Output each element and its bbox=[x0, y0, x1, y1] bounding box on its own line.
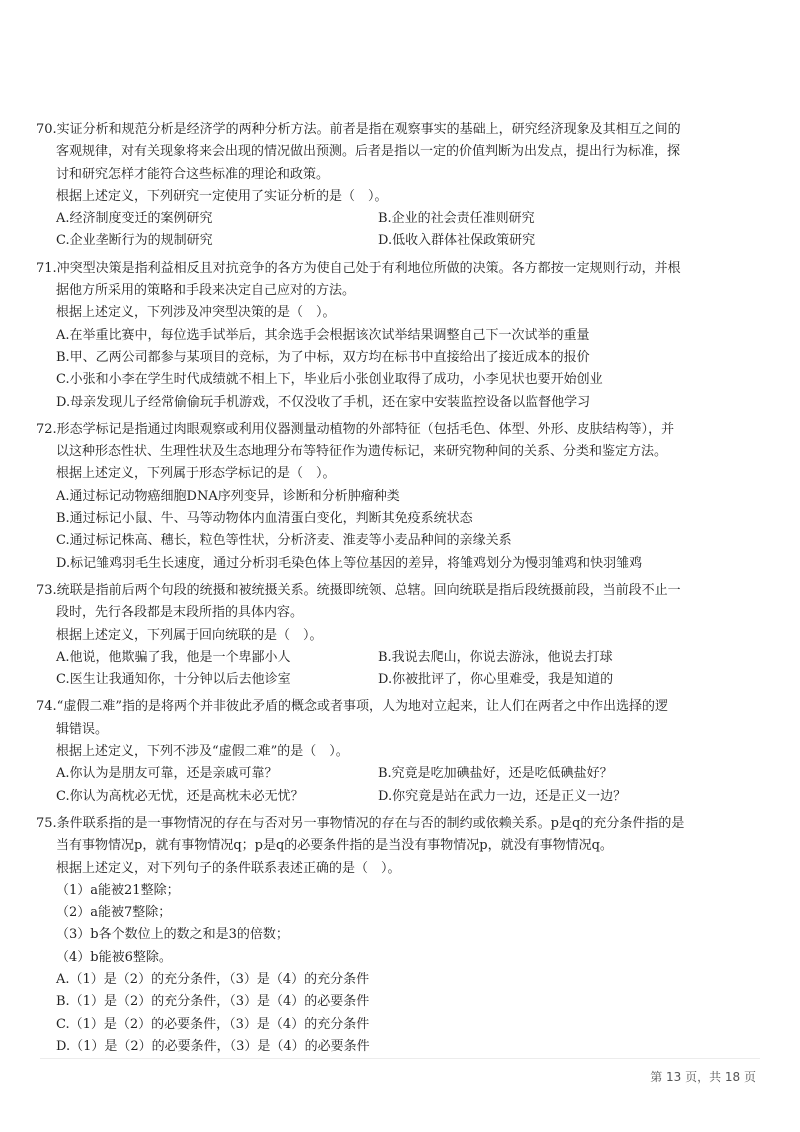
option-d: D.你被批评了，你心里难受，我是知道的 bbox=[378, 672, 614, 688]
question-73 bbox=[36, 580, 766, 691]
question-text-line: 73.统联是指前后两个句段的统摄和被统摄关系。统摄即统领、总辖。回向统联是指后段统摄前段，当前段不止一 bbox=[36, 582, 681, 598]
option-a: A.经济制度变迁的案例研究 bbox=[56, 211, 213, 227]
question-70 bbox=[36, 119, 766, 253]
option-c: C.通过标记株高、穗长，粒色等性状，分析济麦、淮麦等小麦品种间的亲缘关系 bbox=[56, 533, 512, 549]
question-text-line: 客观规律，对有关现象将来会出现的情况做出预测。后者是指以一定的价值判断为出发点，提出行为标准，探 bbox=[56, 144, 681, 160]
option-c: C.（1）是（2）的必要条件，（3）是（4）的充分条件 bbox=[56, 1016, 370, 1032]
option-c: C.医生让我通知你，十分钟以后去他诊室 bbox=[56, 672, 291, 688]
option-b: B.究竟是吃加碘盐好，还是吃低碘盐好？ bbox=[378, 766, 613, 782]
option-b: B.企业的社会责任准则研究 bbox=[378, 211, 535, 227]
question-72 bbox=[36, 419, 766, 575]
page-number: 第 13 页，共 18 页 bbox=[650, 1070, 756, 1084]
option-c: C.企业垄断行为的规制研究 bbox=[56, 233, 213, 249]
option-d: D.低收入群体社保政策研究 bbox=[378, 233, 536, 249]
question-74 bbox=[36, 696, 766, 807]
footer-divider bbox=[40, 1058, 760, 1059]
question-text-line: 据他方所采用的策略和手段来决定自己应对的方法。 bbox=[56, 283, 356, 299]
question-prompt: 根据上述定义，下列研究一定使用了实证分析的是（ ）。 bbox=[56, 188, 388, 204]
option-c: C.小张和小李在学生时代成绩就不相上下，毕业后小张创业取得了成功，小李见状也要开始创业 bbox=[56, 372, 603, 388]
statement-item: （1）a能被21整除； bbox=[56, 882, 180, 898]
question-prompt: 根据上述定义，下列涉及冲突型决策的是（ ）。 bbox=[56, 305, 336, 321]
question-text-line: 辑错误。 bbox=[56, 721, 109, 737]
option-row bbox=[36, 786, 766, 808]
question-prompt: 根据上述定义，下列属于形态学标记的是（ ）。 bbox=[56, 466, 336, 482]
question-text-line: 75.条件联系指的是一事物情况的存在与否对另一事物情况的存在与否的制约或依赖关系。p是q的充分条件指的是 bbox=[36, 815, 685, 831]
option-d: D.母亲发现儿子经常偷偷玩手机游戏，不仅没收了手机，还在家中安装监控设备以监督他学习 bbox=[56, 394, 591, 410]
option-row bbox=[36, 647, 766, 669]
question-text-line: 70.实证分析和规范分析是经济学的两种分析方法。前者是指在观察事实的基础上，研究经济现象及其相互之间的 bbox=[36, 122, 681, 137]
option-b: B.甲、乙两公司都参与某项目的竞标，为了中标，双方均在标书中直接给出了接近成本的报价 bbox=[56, 349, 590, 365]
question-75 bbox=[36, 813, 766, 1058]
option-row bbox=[36, 230, 766, 252]
option-c: C.你认为高枕必无忧，还是高枕未必无忧？ bbox=[56, 788, 304, 804]
question-prompt: 根据上述定义，下列属于回向统联的是（ ）。 bbox=[56, 627, 323, 643]
option-a: A.通过标记动物癌细胞DNA序列变异，诊断和分析肿瘤种类 bbox=[56, 488, 400, 504]
question-prompt: 根据上述定义，对下列句子的条件联系表述正确的是（ ）。 bbox=[56, 860, 401, 876]
statement-item: （2）a能被7整除； bbox=[56, 905, 172, 921]
question-prompt: 根据上述定义，下列不涉及“虚假二难”的是（ ）。 bbox=[56, 744, 349, 760]
option-a: A.（1）是（2）的充分条件，（3）是（4）的充分条件 bbox=[56, 971, 370, 987]
option-b: B.（1）是（2）的充分条件，（3）是（4）的必要条件 bbox=[56, 994, 370, 1010]
statement-item: （3）b各个数位上的数之和是3的倍数； bbox=[56, 927, 289, 943]
question-text-line: 以这种形态性状、生理性状及生态地理分布等特征作为遗传标记，来研究物种间的关系、分类和鉴定方法。 bbox=[56, 444, 668, 460]
option-a: A.在举重比赛中，每位选手试举后，其余选手会根据该次试举结果调整自己下一次试举的重量 bbox=[56, 327, 590, 343]
question-71 bbox=[36, 258, 766, 414]
question-text-line: 72.形态学标记是指通过肉眼观察或利用仪器测量动植物的外部特征（包括毛色、体型、外形、皮肤结构等），并 bbox=[36, 421, 675, 437]
option-row bbox=[36, 208, 766, 230]
option-d: D.（1）是（2）的必要条件，（3）是（4）的必要条件 bbox=[56, 1038, 370, 1054]
option-row bbox=[36, 763, 766, 785]
option-d: D.标记雏鸡羽毛生长速度，通过分析羽毛染色体上等位基因的差异，将雏鸡划分为慢羽雏鸡和快羽雏鸡 bbox=[56, 555, 643, 571]
option-d: D.你究竟是站在武力一边，还是正义一边？ bbox=[378, 788, 627, 804]
question-text-line: 讨和研究怎样才能符合这些标准的理论和政策。 bbox=[56, 166, 330, 182]
question-text-line: 段时，先行各段都是末段所指的具体内容。 bbox=[56, 605, 304, 621]
option-b: B.我说去爬山，你说去游泳，他说去打球 bbox=[378, 649, 613, 665]
option-b: B.通过标记小鼠、牛、马等动物体内血清蛋白变化，判断其免疫系统状态 bbox=[56, 511, 473, 527]
question-text-line: 74.“虚假二难”指的是将两个并非彼此矛盾的概念或者事项，人为地对立起来，让人们在两者之中作出选择的逻 bbox=[36, 699, 668, 715]
option-a: A.他说，他欺骗了我，他是一个卑鄙小人 bbox=[56, 649, 291, 665]
question-text-line: 当有事物情况p，就有事物情况q；p是q的必要条件指的是当没有事物情况p，就没有事物情况q。 bbox=[56, 838, 613, 854]
option-a: A.你认为是朋友可靠，还是亲戚可靠？ bbox=[56, 766, 278, 782]
statement-item: （4）b能被6整除。 bbox=[56, 949, 172, 965]
question-list bbox=[36, 119, 766, 1063]
question-text-line: 71.冲突型决策是指利益相反且对抗竞争的各方为使自己处于有利地位所做的决策。各方都按一定规则行动，并根 bbox=[36, 260, 681, 276]
option-row bbox=[36, 669, 766, 691]
